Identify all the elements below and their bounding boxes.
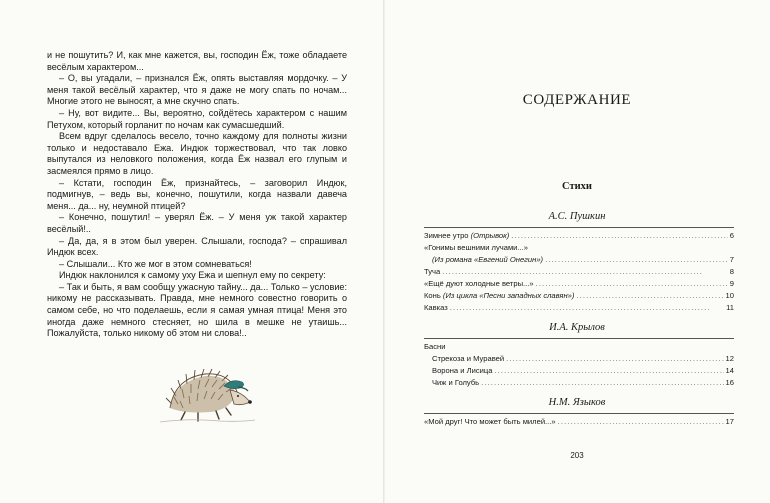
entry-title: Туча: [424, 267, 441, 276]
right-page: [384, 0, 770, 503]
page-ref: 7: [729, 255, 734, 264]
paragraph: – О, вы угадали, – признался Ёж, опять выставляя мордочку. – У меня такой весёлый характер, что я даже не могу спать по ночам... Многие этого не выносят, а мне скучно спать.: [47, 73, 347, 107]
divider: [424, 413, 734, 414]
paragraph: – Да, да, я в этом был уверен. Слышали, господа? – спрашивал Индюк всех.: [47, 235, 347, 258]
paragraph: – Ну, вот видите... Вы, вероятно, сойдётесь характером с нашим Петухом, который горланит по ночам как сумасшедший.: [47, 107, 347, 130]
paragraph: и не пошутить? И, как мне кажется, вы, господин Ёж, тоже обладаете весёлым характером...: [47, 50, 347, 72]
paragraph: – Так и быть, я вам сообщу ужасную тайну... да... Только – условие: никому не рассказывать. Правда, мне немного совестно говорить о самом себе, но что поделаешь, если я самая умная птица! Меня это иногда даже немного стесняет, но шила в мешке не утаишь... Пожалуйста, только никому об этом ни слова!..: [47, 281, 347, 339]
leader-dots: [545, 254, 728, 265]
leader-dots: [506, 353, 723, 364]
story-text: [47, 50, 347, 340]
hedgehog-with-cap-icon: [150, 358, 260, 428]
entry-note: (Отрывок): [470, 231, 510, 240]
section-title: Стихи: [562, 181, 592, 192]
entry-note: (Из цикла «Песни западных славян»): [442, 291, 575, 300]
entry-title: Кавказ: [424, 303, 448, 312]
author-heading: А.С. Пушкин: [548, 211, 606, 222]
leader-dots: [576, 290, 723, 301]
author-heading: И.А. Крылов: [549, 322, 605, 333]
toc-entry[interactable]: [424, 278, 734, 289]
author-heading: Н.М. Языков: [548, 397, 606, 408]
page-ref: 9: [729, 279, 734, 288]
page-number: 203: [570, 451, 584, 460]
entry-title: Ворона и Лисица: [432, 366, 493, 375]
page-ref: 10: [725, 291, 734, 300]
entry-title: Чиж и Голубь: [432, 378, 480, 387]
paragraph: – Слышали... Кто же мог в этом сомневаться!: [59, 258, 252, 269]
left-page: [0, 0, 384, 503]
entry-note: (Из романа «Евгений Онегин»): [432, 255, 544, 264]
leader-dots: [442, 266, 728, 277]
toc-entry[interactable]: [432, 353, 734, 364]
paragraph: – Конечно, пошутил! – уверял Ёж. – У меня уж такой характер весёлый!..: [47, 212, 347, 234]
entry-title: Конь: [424, 291, 443, 300]
toc-entry[interactable]: [424, 416, 734, 427]
page-ref: 11: [726, 303, 734, 312]
paragraph: Индюк наклонился к самому уху Ежа и шепнул ему по секрету:: [59, 270, 326, 281]
page-ref: 14: [725, 366, 734, 375]
toc-group-label: Басни: [424, 342, 446, 351]
toc-entry-line[interactable]: «Гонимы вешними лучами...»: [424, 243, 528, 252]
leader-dots: [536, 278, 728, 289]
leader-dots: [450, 302, 724, 313]
leader-dots: [494, 365, 723, 376]
toc-entry[interactable]: [432, 377, 734, 388]
page-title: СОДЕРЖАНИЕ: [522, 92, 632, 108]
toc-entry[interactable]: [432, 254, 734, 265]
page-ref: 8: [729, 267, 734, 276]
paragraph: Всем вдруг сделалось весело, точно каждому для полноты жизни только и недоставало Ежа. Индюк торжествовал, что так ловко выпутался из неловкого положения, когда Ёж назвал его глупым и засмеялся прямо в лицо.: [47, 131, 347, 176]
toc-entry[interactable]: [424, 266, 734, 277]
entry-title: Зимнее утро: [424, 231, 471, 240]
page-ref: 12: [725, 354, 734, 363]
leader-dots: [481, 377, 723, 388]
entry-title: «Мой друг! Что может быть милей...»: [424, 417, 556, 426]
paragraph: – Кстати, господин Ёж, признайтесь, – заговорил Индюк, подмигнув, – ведь вы, конечно, пошутили, когда назвали давеча меня... да... ну, неумной птицей?: [47, 177, 347, 211]
toc-entry[interactable]: [424, 230, 734, 241]
toc-entry[interactable]: [424, 290, 734, 301]
page-ref: 6: [729, 231, 734, 240]
leader-dots: [511, 230, 728, 241]
divider: [424, 227, 734, 228]
toc-entry[interactable]: [424, 302, 734, 313]
page-ref: 17: [725, 417, 734, 426]
divider: [424, 338, 734, 339]
page-ref: 16: [725, 378, 734, 387]
entry-title: Стрекоза и Муравей: [432, 354, 505, 363]
toc-entry[interactable]: [432, 365, 734, 376]
entry-title: «Ещё дуют холодные ветры...»: [424, 279, 534, 288]
leader-dots: [558, 416, 724, 427]
